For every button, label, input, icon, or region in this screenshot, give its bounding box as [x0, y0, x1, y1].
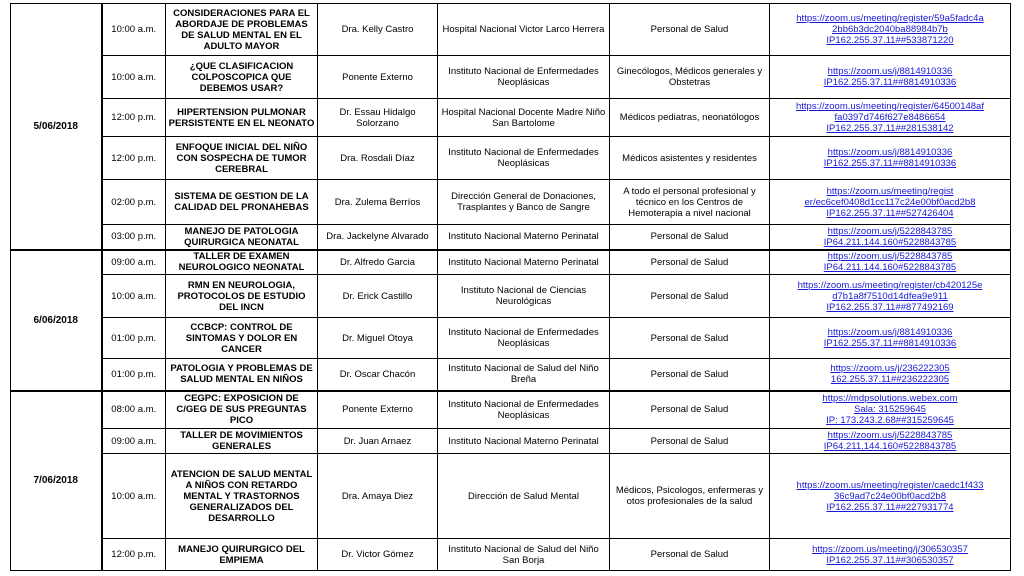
table-row [11, 4, 1011, 56]
institution-cell: Instituto Nacional Materno Perinatal [438, 225, 610, 250]
institution-cell: Instituto Nacional de Enfermedades Neoplásicas [438, 137, 610, 180]
link-cell[interactable] [770, 250, 1011, 275]
topic-cell: CONSIDERACIONES PARA EL ABORDAJE DE PROBLEMAS DE SALUD MENTAL EN EL ADULTO MAYOR [166, 4, 318, 56]
link-cell[interactable] [770, 137, 1011, 180]
time-cell: 01:00 p.m. [102, 318, 166, 359]
audience-cell: Personal de Salud [610, 429, 770, 454]
table-row [11, 318, 1011, 359]
speaker-cell: Dr. Miguel Otoya [318, 318, 438, 359]
table-row [11, 225, 1011, 250]
audience-cell: Personal de Salud [610, 318, 770, 359]
table-row [11, 454, 1011, 539]
meeting-link[interactable]: https://zoom.us/meeting/regist [826, 185, 954, 197]
time-cell: 12:00 p.m. [102, 137, 166, 180]
table-row [11, 359, 1011, 391]
audience-cell: Ginecólogos, Médicos generales y Obstetras [610, 56, 770, 99]
institution-cell: Instituto Nacional de Salud del Niño San Borja [438, 539, 610, 571]
time-cell: 08:00 a.m. [102, 391, 166, 429]
meeting-link[interactable]: IP162.255.37.11##306530357 [826, 554, 954, 566]
meeting-link[interactable]: IP64.211.144.160#5228843785 [823, 441, 957, 452]
table-row [11, 539, 1011, 571]
meeting-link[interactable]: https://zoom.us/meeting/register/64500148af [795, 101, 984, 112]
institution-cell: Instituto Nacional de Enfermedades Neoplásicas [438, 318, 610, 359]
time-cell: 09:00 a.m. [102, 250, 166, 275]
time-cell: 10:00 a.m. [102, 275, 166, 318]
link-cell[interactable] [770, 539, 1011, 571]
schedule-body [11, 4, 1011, 571]
time-cell: 01:00 p.m. [102, 359, 166, 391]
institution-cell: Instituto Nacional de Enfermedades Neoplásicas [438, 391, 610, 429]
link-cell[interactable] [770, 318, 1011, 359]
table-row [11, 391, 1011, 429]
topic-cell: MANEJO DE PATOLOGIA QUIRURGICA NEONATAL [166, 225, 318, 250]
institution-cell: Instituto Nacional de Salud del Niño Breña [438, 359, 610, 391]
audience-cell: Personal de Salud [610, 4, 770, 56]
meeting-link[interactable]: d7b1a8f7510d14dfea9e911 [832, 290, 948, 302]
speaker-cell: Ponente Externo [318, 56, 438, 99]
time-cell: 09:00 a.m. [102, 429, 166, 454]
topic-cell: TALLER DE EXAMEN NEUROLOGICO NEONATAL [166, 250, 318, 275]
meeting-link[interactable]: IP64.211.144.160#5228843785 [823, 236, 957, 248]
audience-cell: Médicos pediatras, neonatólogos [610, 99, 770, 137]
speaker-cell: Dr. Juan Arnaez [318, 429, 438, 454]
audience-cell: Personal de Salud [610, 391, 770, 429]
meeting-link[interactable]: https://zoom.us/j/5228843785 [827, 430, 953, 441]
topic-cell: SISTEMA DE GESTION DE LA CALIDAD DEL PRONAHEBAS [166, 180, 318, 225]
meeting-link[interactable]: https://zoom.us/j/8814910336 [827, 327, 953, 338]
meeting-link[interactable]: 162.255.37.11##236222305 [830, 374, 950, 386]
speaker-cell: Dra. Jackelyne Alvarado [318, 225, 438, 250]
audience-cell: Médicos asistentes y residentes [610, 137, 770, 180]
meeting-link[interactable]: https://zoom.us/meeting/register/59a5fadc4a [796, 13, 984, 24]
link-cell[interactable] [770, 429, 1011, 454]
meeting-link[interactable]: IP162.255.37.11##227931774 [826, 501, 954, 513]
meeting-link[interactable]: IP: 173.243.2.68##315259645 [826, 415, 954, 427]
topic-cell: TALLER DE MOVIMIENTOS GENERALES [166, 429, 318, 454]
table-row [11, 137, 1011, 180]
institution-cell: Instituto Nacional Materno Perinatal [438, 429, 610, 454]
table-row [11, 275, 1011, 318]
table-row [11, 250, 1011, 275]
institution-cell: Instituto Nacional Materno Perinatal [438, 250, 610, 275]
topic-cell: PATOLOGIA Y PROBLEMAS DE SALUD MENTAL EN NIÑOS [166, 359, 318, 391]
link-cell[interactable] [770, 225, 1011, 250]
meeting-link[interactable]: https://zoom.us/j/5228843785 [827, 251, 953, 263]
institution-cell: Instituto Nacional de Ciencias Neurológicas [438, 275, 610, 318]
meeting-link[interactable]: https://mdpsolutions.webex.com [822, 393, 958, 405]
topic-cell: ATENCION DE SALUD MENTAL A NIÑOS CON RETARDO MENTAL Y TRASTORNOS GENERALIZADOS DEL DESARROLLO [166, 454, 318, 539]
speaker-cell: Dra. Zulema Berríos [318, 180, 438, 225]
time-cell: 10:00 a.m. [102, 56, 166, 99]
meeting-link[interactable]: 36c9ad7c24e00bf0acd2b8 [834, 490, 946, 502]
table-row [11, 56, 1011, 99]
time-cell: 12:00 p.m. [102, 539, 166, 571]
date-cell: 5/06/2018 [11, 4, 102, 250]
meeting-link[interactable]: IP162.255.37.11##8814910336 [823, 77, 957, 88]
meeting-link[interactable]: IP64.211.144.160#5228843785 [823, 262, 957, 274]
meeting-link[interactable]: fa0397d746f627e8486654 [834, 112, 946, 123]
meeting-link[interactable]: IP162.255.37.11##527426404 [826, 207, 954, 219]
audience-cell: Personal de Salud [610, 539, 770, 571]
schedule [10, 3, 1011, 571]
link-cell[interactable] [770, 454, 1011, 539]
meeting-link[interactable]: https://zoom.us/j/8814910336 [827, 147, 953, 158]
institution-cell: Hospital Nacional Victor Larco Herrera [438, 4, 610, 56]
meeting-link[interactable]: IP162.255.37.11##533871220 [826, 35, 954, 46]
audience-cell: Médicos, Psicologos, enfermeras y otos profesionales de la salud [610, 454, 770, 539]
speaker-cell: Ponente Externo [318, 391, 438, 429]
speaker-cell: Dr. Alfredo Garcia [318, 250, 438, 275]
topic-cell: HIPERTENSION PULMONAR PERSISTENTE EN EL NEONATO [166, 99, 318, 137]
date-cell: 7/06/2018 [11, 391, 102, 571]
table-row [11, 429, 1011, 454]
speaker-cell: Dra. Amaya Diez [318, 454, 438, 539]
topic-cell: ENFOQUE INICIAL DEL NIÑO CON SOSPECHA DE TUMOR CEREBRAL [166, 137, 318, 180]
speaker-cell: Dr. Erick Castillo [318, 275, 438, 318]
meeting-link[interactable]: https://zoom.us/meeting/register/cb420125e [797, 279, 983, 291]
meeting-link[interactable]: https://zoom.us/j/8814910336 [827, 66, 953, 77]
institution-cell: Dirección de Salud Mental [438, 454, 610, 539]
table-row [11, 180, 1011, 225]
topic-cell: CCBCP: CONTROL DE SINTOMAS Y DOLOR EN CANCER [166, 318, 318, 359]
audience-cell: Personal de Salud [610, 250, 770, 275]
speaker-cell: Dr. Oscar Chacón [318, 359, 438, 391]
table-row [11, 99, 1011, 137]
topic-cell: MANEJO QUIRURGICO DEL EMPIEMA [166, 539, 318, 571]
meeting-link[interactable]: https://zoom.us/j/5228843785 [827, 225, 953, 237]
time-cell: 10:00 a.m. [102, 4, 166, 56]
meeting-link[interactable]: IP162.255.37.11##877492169 [826, 301, 954, 313]
speaker-cell: Dra. Kelly Castro [318, 4, 438, 56]
meeting-link[interactable]: https://zoom.us/meeting/j/306530357 [812, 543, 968, 555]
meeting-link[interactable]: https://zoom.us/meeting/register/caedc1f433 [796, 479, 984, 491]
meeting-link[interactable]: IP162.255.37.11##8814910336 [823, 158, 957, 169]
meeting-link[interactable]: er/ec6cef0408d1cc117c24e00bf0acd2b8 [804, 196, 976, 208]
audience-cell: Personal de Salud [610, 225, 770, 250]
link-cell[interactable] [770, 275, 1011, 318]
speaker-cell: Dr. Essau Hidalgo Solorzano [318, 99, 438, 137]
date-cell: 6/06/2018 [11, 250, 102, 391]
link-cell[interactable] [770, 180, 1011, 225]
time-cell: 12:00 p.m. [102, 99, 166, 137]
time-cell: 03:00 p.m. [102, 225, 166, 250]
time-cell: 02:00 p.m. [102, 180, 166, 225]
speaker-cell: Dr. Victor Gómez [318, 539, 438, 571]
meeting-link[interactable]: 2bb6b3dc2040ba88984b7b [832, 24, 948, 35]
topic-cell: CEGPC: EXPOSICION DE C/GEG DE SUS PREGUNTAS PICO [166, 391, 318, 429]
schedule-table [10, 3, 1011, 571]
audience-cell: Personal de Salud [610, 359, 770, 391]
speaker-cell: Dra. Rosdali Díaz [318, 137, 438, 180]
meeting-link[interactable]: IP162.255.37.11##281538142 [826, 123, 954, 134]
link-cell[interactable] [770, 359, 1011, 391]
audience-cell: Personal de Salud [610, 275, 770, 318]
meeting-link[interactable]: https://zoom.us/j/236222305 [830, 363, 950, 375]
topic-cell: ¿QUE CLASIFICACION COLPOSCOPICA QUE DEBEMOS USAR? [166, 56, 318, 99]
audience-cell: A todo el personal profesional y técnico en los Centros de Hemoterapia a nivel nacional [610, 180, 770, 225]
time-cell: 10:00 a.m. [102, 454, 166, 539]
meeting-link[interactable]: IP162.255.37.11##8814910336 [823, 338, 957, 349]
institution-cell: Instituto Nacional de Enfermedades Neoplásicas [438, 56, 610, 99]
institution-cell: Dirección General de Donaciones, Trasplantes y Banco de Sangre [438, 180, 610, 225]
institution-cell: Hospital Nacional Docente Madre Niño San Bartolome [438, 99, 610, 137]
link-cell[interactable] [770, 391, 1011, 429]
link-cell[interactable] [770, 99, 1011, 137]
link-cell[interactable] [770, 4, 1011, 56]
topic-cell: RMN EN NEUROLOGIA, PROTOCOLOS DE ESTUDIO DEL INCN [166, 275, 318, 318]
meeting-link[interactable]: Sala: 315259645 [854, 404, 926, 416]
link-cell[interactable] [770, 56, 1011, 99]
